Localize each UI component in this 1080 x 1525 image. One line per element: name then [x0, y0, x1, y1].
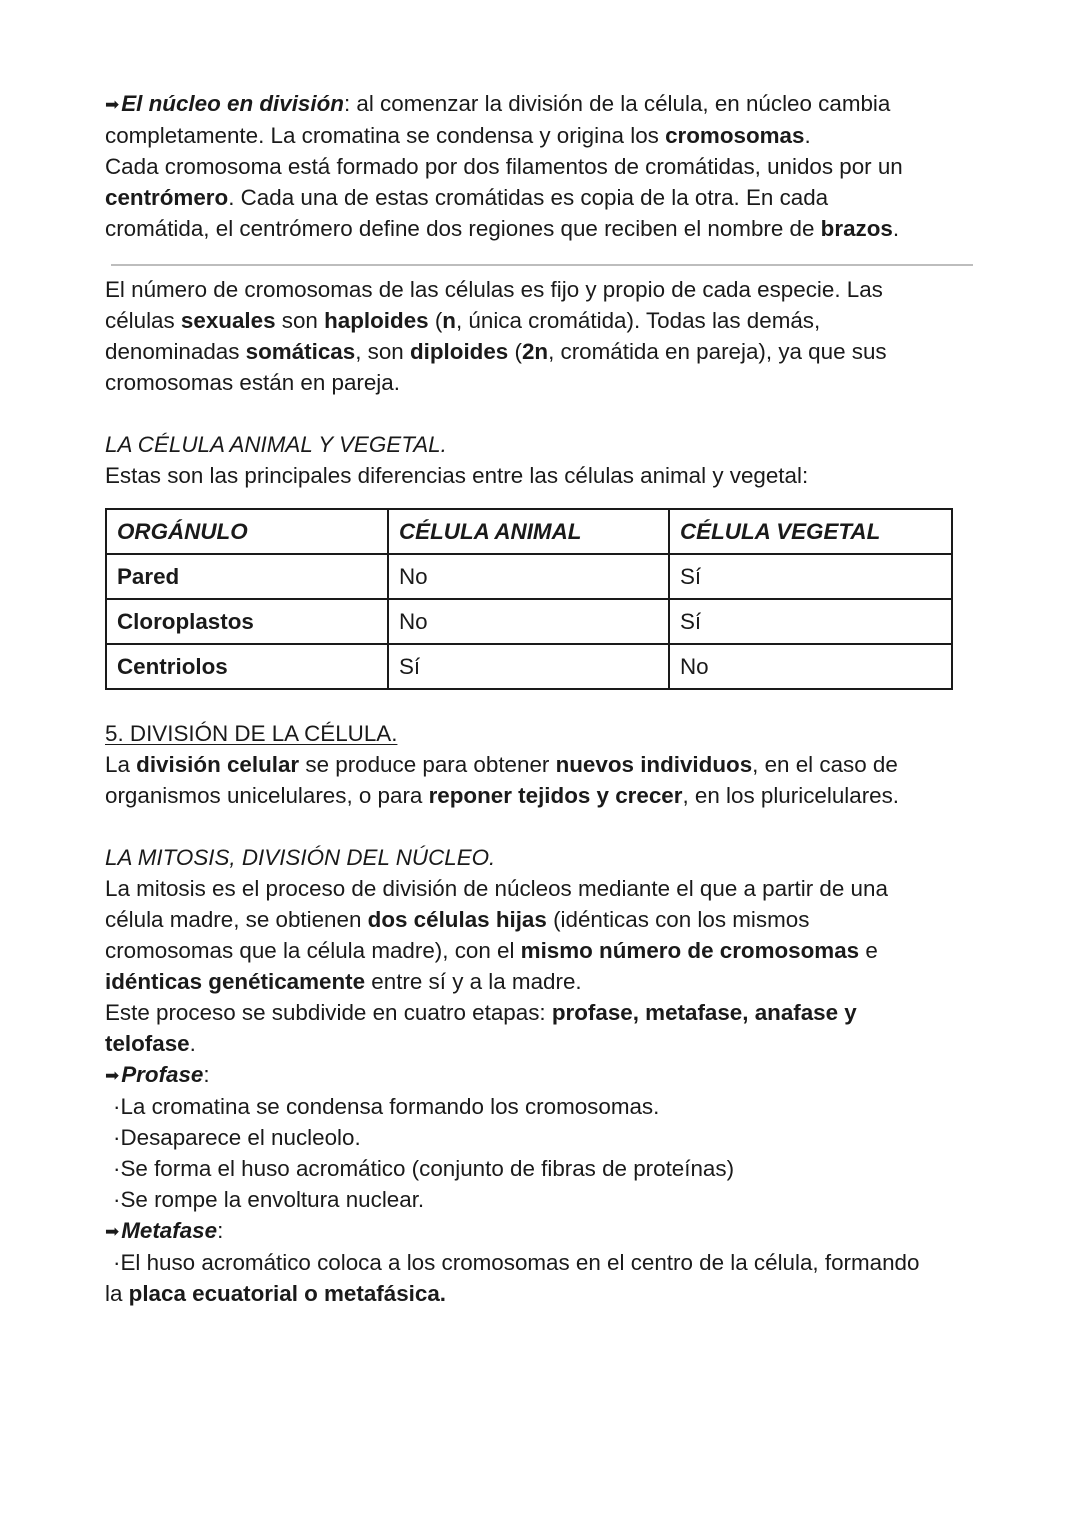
text-span: completamente. La cromatina se condensa y origina los	[105, 123, 666, 148]
text-line	[105, 935, 985, 966]
text-line	[105, 1278, 985, 1309]
term-etapas: profase, metafase, anafase y	[551, 1000, 857, 1025]
text-span: , cromátida en pareja), ya que sus	[548, 339, 887, 364]
table-row	[106, 554, 952, 599]
text-span: , son	[355, 339, 410, 364]
term-profase: Profase	[121, 1062, 204, 1087]
profase-heading	[105, 1059, 985, 1091]
metafase-heading	[105, 1215, 985, 1247]
horizontal-divider	[111, 264, 973, 266]
text-span: :	[203, 1062, 210, 1087]
text-span: organismos unicelulares, o para	[105, 783, 429, 808]
text-span: se produce para obtener	[299, 752, 556, 777]
table-cell: No	[669, 644, 952, 689]
text-line	[105, 1028, 985, 1059]
term-metafase: Metafase	[121, 1218, 218, 1243]
table-cell: Sí	[669, 599, 952, 644]
text-span: .	[804, 123, 811, 148]
text-line	[105, 904, 985, 935]
comparison-table	[105, 508, 953, 690]
text-line	[105, 120, 985, 151]
term-haploides: haploides	[324, 308, 429, 333]
text-line	[105, 780, 985, 811]
text-span: (idénticas con los mismos	[546, 907, 810, 932]
spacer	[105, 811, 985, 842]
text-span: (	[508, 339, 522, 364]
list-item: ·La cromatina se condensa formando los cromosomas.	[113, 1094, 660, 1119]
section-heading-division: 5. DIVISIÓN DE LA CÉLULA.	[105, 721, 398, 746]
text-line	[105, 182, 985, 213]
table-cell: Sí	[669, 554, 952, 599]
term-centromero: centrómero	[105, 185, 229, 210]
term-diploides: diploides	[409, 339, 509, 364]
term-mismo-numero: mismo número de cromosomas	[520, 938, 860, 963]
term-somaticas: somáticas	[245, 339, 356, 364]
term-sexuales: sexuales	[180, 308, 276, 333]
text-line: Cada cromosoma está formado por dos filamentos de cromátidas, unidos por un	[105, 154, 903, 179]
table-header-cell: ORGÁNULO	[106, 509, 388, 554]
term-identicas: idénticas genéticamente	[105, 969, 366, 994]
term-telofase: telofase	[105, 1031, 190, 1056]
term-2n: 2n	[521, 339, 549, 364]
term-dos-celulas-hijas: dos células hijas	[367, 907, 547, 932]
text-span: e	[859, 938, 878, 963]
text-span: La	[105, 752, 137, 777]
term-placa-ecuatorial: placa ecuatorial o metafásica.	[128, 1281, 447, 1306]
term-nucleo-division: El núcleo en división	[121, 91, 344, 116]
table-cell: No	[388, 554, 669, 599]
table-header-cell: CÉLULA ANIMAL	[388, 509, 669, 554]
list-item: ·Se rompe la envoltura nuclear.	[113, 1187, 425, 1212]
list-item: ·El huso acromático coloca a los cromosomas en el centro de la célula, formando	[113, 1250, 920, 1275]
text-span: son	[275, 308, 325, 333]
text-line	[105, 997, 985, 1028]
table-cell: Cloroplastos	[106, 599, 388, 644]
text-line	[105, 336, 985, 367]
paragraph-numero-cromosomas	[105, 274, 985, 398]
text-span: . Cada una de estas cromátidas es copia de la otra. En cada	[228, 185, 829, 210]
table-cell: No	[388, 599, 669, 644]
term-division-celular: división celular	[136, 752, 300, 777]
text-span: , en los pluricelulares.	[682, 783, 900, 808]
text-span: entre sí y a la madre.	[365, 969, 582, 994]
text-span: : al comenzar la división de la célula, en núcleo cambia	[343, 91, 891, 116]
text-line	[105, 966, 985, 997]
text-span: :	[217, 1218, 224, 1243]
term-cromosomas: cromosomas	[665, 123, 805, 148]
text-line: La mitosis es el proceso de división de núcleos mediante el que a partir de una	[105, 876, 888, 901]
table-header-row	[106, 509, 952, 554]
term-brazos: brazos	[820, 216, 893, 241]
list-item: ·Desaparece el nucleolo.	[113, 1125, 361, 1150]
text-line	[105, 213, 985, 244]
arrow-right-icon: ➡	[105, 1066, 120, 1085]
table-header-cell: CÉLULA VEGETAL	[669, 509, 952, 554]
list-item: ·Se forma el huso acromático (conjunto de fibras de proteínas)	[113, 1156, 735, 1181]
text-span: célula madre, se obtienen	[105, 907, 368, 932]
term-reponer-tejidos: reponer tejidos y crecer	[428, 783, 683, 808]
text-line	[105, 88, 985, 120]
text-span: , única cromátida). Todas las demás,	[455, 308, 821, 333]
arrow-right-icon: ➡	[105, 95, 120, 114]
table-cell: Pared	[106, 554, 388, 599]
text-line	[105, 749, 985, 780]
table-cell: Sí	[388, 644, 669, 689]
text-span: , en el caso de	[752, 752, 898, 777]
text-line: El número de cromosomas de las células es fijo y propio de cada especie. Las	[105, 277, 883, 302]
text-line: cromosomas están en pareja.	[105, 370, 400, 395]
term-nuevos-individuos: nuevos individuos	[555, 752, 753, 777]
table-cell: Centriolos	[106, 644, 388, 689]
text-span: (	[428, 308, 443, 333]
table-row	[106, 644, 952, 689]
text-span: la	[105, 1281, 129, 1306]
text-span: cromosomas que la célula madre), con el	[105, 938, 521, 963]
term-n: n	[442, 308, 456, 333]
text-span: Este proceso se subdivide en cuatro etapas:	[105, 1000, 552, 1025]
paragraph-nucleo-division	[105, 88, 985, 244]
table-row	[106, 599, 952, 644]
section-intro: Estas son las principales diferencias entre las células animal y vegetal:	[105, 463, 809, 488]
text-span: células	[105, 308, 181, 333]
arrow-right-icon: ➡	[105, 1222, 120, 1241]
text-span: cromátida, el centrómero define dos regiones que reciben el nombre de	[105, 216, 821, 241]
text-span: .	[892, 216, 900, 241]
document-page	[105, 88, 985, 1309]
text-line	[105, 305, 985, 336]
spacer	[105, 398, 985, 429]
text-span: denominadas	[105, 339, 246, 364]
section-heading-celula: LA CÉLULA ANIMAL Y VEGETAL.	[105, 432, 447, 457]
text-span: .	[189, 1031, 196, 1056]
section-heading-mitosis: LA MITOSIS, DIVISIÓN DEL NÚCLEO.	[105, 845, 496, 870]
